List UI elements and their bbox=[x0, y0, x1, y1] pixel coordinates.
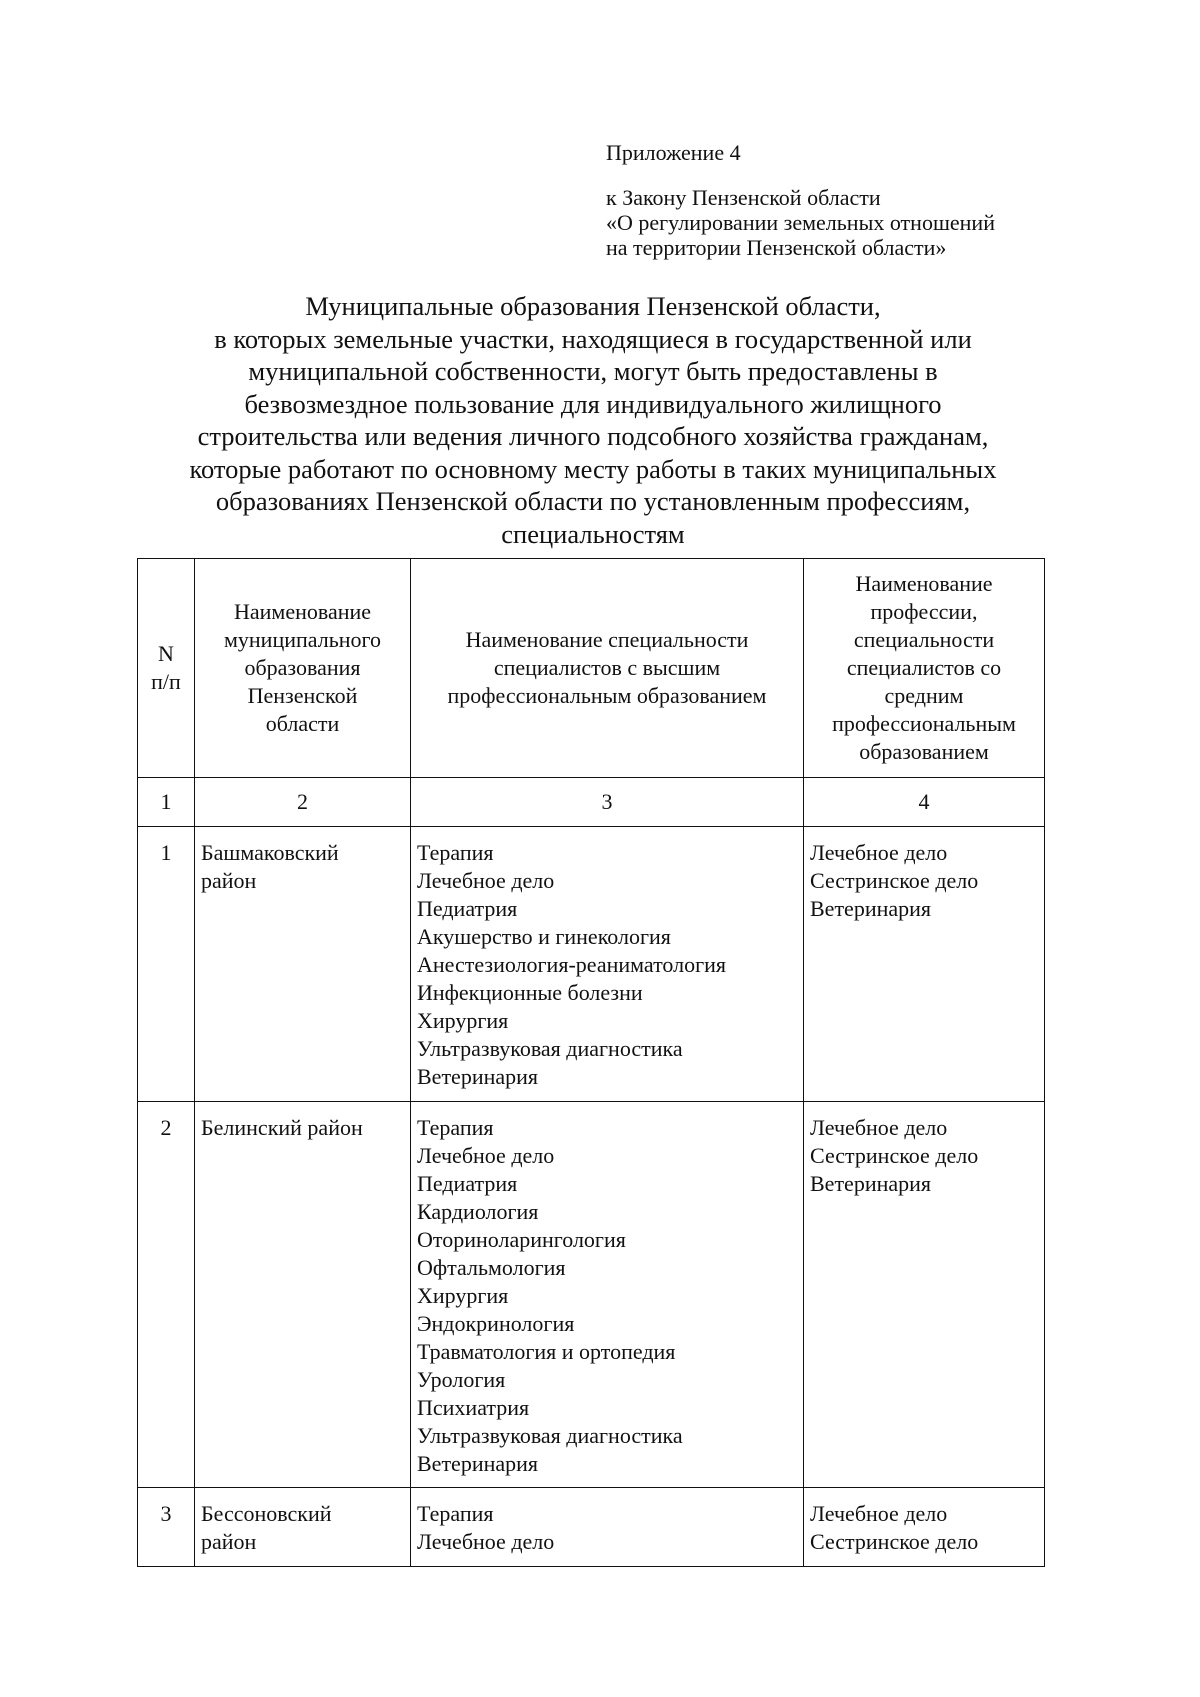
specialty-item: Терапия bbox=[417, 1115, 494, 1140]
secondary-specialties bbox=[804, 827, 1045, 1102]
title-line: безвозмездное пользование для индивидуального жилищного bbox=[244, 388, 942, 419]
title-line: Муниципальные образования Пензенской области, bbox=[305, 291, 881, 321]
specialty-item: Педиатрия bbox=[417, 1171, 518, 1196]
annex-law-line-2: «О регулировании земельных отношений bbox=[606, 210, 995, 235]
header-text: Наименование bbox=[233, 599, 372, 624]
specialty-item: Лечебное дело bbox=[417, 1529, 555, 1554]
specialty-item: Хирургия bbox=[417, 1283, 509, 1308]
column-number-row bbox=[138, 778, 1045, 827]
header-secondary-education bbox=[804, 559, 1045, 778]
row-number: 3 bbox=[138, 1488, 195, 1567]
document-title bbox=[138, 290, 1048, 550]
table-row bbox=[138, 1488, 1045, 1567]
title-line: образованиях Пензенской области по установленным профессиям, bbox=[215, 486, 971, 516]
specialty-item: Анестезиология-реаниматология bbox=[417, 952, 727, 977]
municipality-text: Белинский район bbox=[201, 1115, 363, 1140]
municipality-text: район bbox=[201, 868, 257, 893]
annex-block bbox=[606, 140, 1126, 260]
municipality-name bbox=[195, 1488, 411, 1567]
header-text: специалистов со bbox=[846, 655, 1002, 680]
specialty-item: Сестринское дело bbox=[810, 1143, 979, 1168]
header-text: п/п bbox=[151, 669, 181, 694]
specialty-item: Сестринское дело bbox=[810, 868, 979, 893]
higher-specialties bbox=[411, 827, 804, 1102]
specialty-item: Офтальмология bbox=[417, 1255, 566, 1280]
specialty-item: Психиатрия bbox=[417, 1395, 530, 1420]
title-line: которые работают по основному месту работы в таких муниципальных bbox=[189, 453, 997, 484]
row-number: 2 bbox=[138, 1102, 195, 1488]
specialty-item: Эндокринология bbox=[417, 1311, 575, 1336]
specialty-item: Лечебное дело bbox=[417, 1143, 555, 1168]
specialty-item: Ветеринария bbox=[417, 1451, 539, 1476]
higher-specialties bbox=[411, 1488, 804, 1567]
specialty-item: Лечебное дело bbox=[810, 840, 948, 865]
header-text: муниципального bbox=[223, 627, 381, 652]
header-text: профессиональным образованием bbox=[447, 683, 767, 708]
column-number: 1 bbox=[138, 778, 195, 827]
specialty-item: Инфекционные болезни bbox=[417, 980, 643, 1005]
specialty-item: Акушерство и гинекология bbox=[417, 924, 671, 949]
header-text: специальности bbox=[853, 627, 995, 652]
annex-law-line-3: на территории Пензенской области» bbox=[606, 235, 947, 260]
municipality-text: Бессоновский bbox=[201, 1501, 332, 1526]
specialty-item: Травматология и ортопедия bbox=[417, 1339, 676, 1364]
specialty-item: Лечебное дело bbox=[810, 1501, 948, 1526]
specialty-item: Ветеринария bbox=[810, 1171, 932, 1196]
annex-law-line-1: к Закону Пензенской области bbox=[606, 185, 881, 210]
header-text: N bbox=[158, 641, 174, 666]
specialty-item: Терапия bbox=[417, 840, 494, 865]
header-text: образования bbox=[244, 655, 361, 680]
specialty-item: Хирургия bbox=[417, 1008, 509, 1033]
specialty-item: Урология bbox=[417, 1367, 506, 1392]
header-text: области bbox=[265, 711, 340, 736]
specialty-item: Лечебное дело bbox=[417, 868, 555, 893]
municipality-text: район bbox=[201, 1529, 257, 1554]
municipality-name bbox=[195, 827, 411, 1102]
secondary-specialties bbox=[804, 1102, 1045, 1488]
municipality-name bbox=[195, 1102, 411, 1488]
table-header-row bbox=[138, 559, 1045, 778]
column-number: 2 bbox=[195, 778, 411, 827]
annex-label: Приложение 4 bbox=[606, 140, 741, 165]
specialty-item: Ультразвуковая диагностика bbox=[417, 1036, 683, 1061]
header-text: образованием bbox=[859, 739, 989, 764]
specialty-item: Лечебное дело bbox=[810, 1115, 948, 1140]
column-number: 4 bbox=[804, 778, 1045, 827]
header-number bbox=[138, 559, 195, 778]
specialty-item: Сестринское дело bbox=[810, 1529, 979, 1554]
specialty-item: Кардиология bbox=[417, 1199, 539, 1224]
specialty-item: Ветеринария bbox=[810, 896, 932, 921]
header-text: специалистов с высшим bbox=[493, 655, 721, 680]
header-text: Наименование bbox=[855, 571, 993, 596]
municipality-text: Башмаковский bbox=[201, 840, 339, 865]
specialty-item: Ветеринария bbox=[417, 1064, 539, 1089]
table-row bbox=[138, 1102, 1045, 1488]
higher-specialties bbox=[411, 1102, 804, 1488]
header-higher-education bbox=[411, 559, 804, 778]
title-line: строительства или ведения личного подсобного хозяйства гражданам, bbox=[197, 421, 989, 451]
header-text: Пензенской bbox=[247, 683, 358, 708]
header-text: средним bbox=[884, 683, 964, 708]
specialty-item: Ультразвуковая диагностика bbox=[417, 1423, 683, 1448]
header-municipality bbox=[195, 559, 411, 778]
specialty-item: Оториноларингология bbox=[417, 1227, 626, 1252]
row-number: 1 bbox=[138, 827, 195, 1102]
header-text: профессии, bbox=[870, 599, 978, 624]
specialty-item: Педиатрия bbox=[417, 896, 518, 921]
secondary-specialties bbox=[804, 1488, 1045, 1567]
title-line: в которых земельные участки, находящиеся в государственной или bbox=[214, 323, 972, 354]
table-row bbox=[138, 827, 1045, 1102]
column-number: 3 bbox=[411, 778, 804, 827]
specialty-item: Терапия bbox=[417, 1501, 494, 1526]
municipalities-table bbox=[137, 558, 1045, 1567]
header-text: Наименование специальности bbox=[465, 627, 749, 652]
title-line: специальностям bbox=[501, 518, 685, 549]
title-line: муниципальной собственности, могут быть предоставлены в bbox=[248, 356, 938, 386]
header-text: профессиональным bbox=[832, 711, 1016, 736]
